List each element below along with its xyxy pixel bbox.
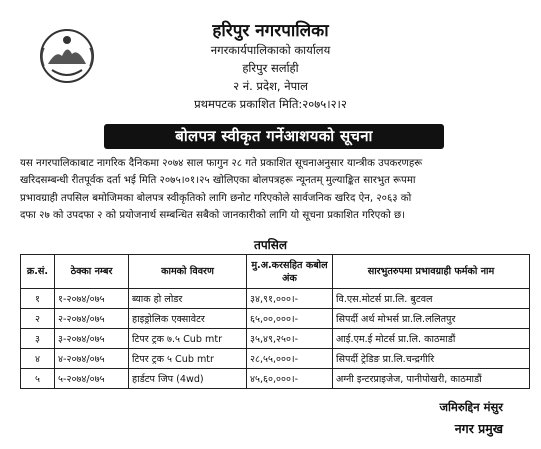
column-header: कामको विवरण — [129, 255, 247, 289]
firm-name-cell: सिपर्दी अर्थ मोभर्स प्रा.लि.ललितपुर — [333, 309, 530, 329]
table-row — [21, 309, 530, 329]
table-row — [21, 369, 530, 389]
column-header: सारभुतरुपमा प्रभावग्राही फर्मको नाम — [333, 255, 530, 289]
schedule-title: तपसिल — [253, 238, 287, 252]
firm-name-cell: सिपर्दी ट्रेडिङ प्रा.लि.चन्द्रगीरि — [333, 349, 530, 369]
contract-number-cell: ५-२०७४/०७५ — [55, 369, 129, 389]
work-description-cell: हाइड्रोलिक एक्सावेटर — [129, 309, 247, 329]
nepal-government-emblem-icon — [36, 26, 98, 86]
serial-cell: ३ — [21, 329, 55, 349]
work-description-cell: टिपर ट्रक ५ Cub mtr — [129, 349, 247, 369]
firm-name-cell: आई.एम.ई मोटर्स प्रा.लि. काठमाडौं — [333, 329, 530, 349]
bid-amount-cell: २८,५५,०००।- — [247, 349, 333, 369]
table-row — [21, 329, 530, 349]
signatory-name: जमिरुद्दिन मंसुर — [439, 400, 503, 414]
work-description-cell: टिपर ट्रक ७.५ Cub mtr — [129, 329, 247, 349]
serial-cell: ४ — [21, 349, 55, 369]
bid-amount-cell: ६५,००,०००।- — [247, 309, 333, 329]
work-description-cell: हार्डटप जिप (4wd) — [129, 369, 247, 389]
table-row — [21, 289, 530, 309]
serial-cell: ५ — [21, 369, 55, 389]
column-header: मु.अ.करसहित कबोल अंक — [247, 255, 333, 289]
table-row — [21, 349, 530, 369]
firm-name-cell: अग्नी इन्टरप्राइजेज, पानीपोखरी, काठमाडौं — [333, 369, 530, 389]
contract-number-cell: ३-२०७४/०७५ — [55, 329, 129, 349]
bid-amount-cell: ३४,९१,०००।- — [247, 289, 333, 309]
column-header: क्र.सं. — [21, 255, 55, 289]
office-location: हरिपुर सर्लाही — [242, 61, 299, 75]
bid-amount-cell: ४५,६०,०००।- — [247, 369, 333, 389]
table-header-row — [21, 255, 530, 289]
first-published-date: प्रथमपटक प्रकाशित मिति:२०७५।२।२ — [194, 97, 347, 111]
municipality-name: हरिपुर नगरपालिका — [212, 21, 329, 41]
awards-table — [20, 254, 530, 389]
contract-number-cell: १-२०७४/०७५ — [55, 289, 129, 309]
firm-name-cell: वि.एस.मोटर्स प्रा.लि. बुटवल — [333, 289, 530, 309]
bid-amount-cell: ३५,४९,२५०।- — [247, 329, 333, 349]
contract-number-cell: ४-२०७४/०७५ — [55, 349, 129, 369]
notice-body: यस नगरपालिकाबाट नागरिक दैनिकमा २०७४ साल फागुन २८ गते प्रकाशित सूचनाअनुसार यान्त्रीक उपकरणहरू खरिदसम्बन्धी रीतपूर्वक दर्ता भई मिति २०७५।०१।२५ खोलिएका बोलपत्रहरू न्यूनतम् मुल्याङ्कित सारभुत रूपमा प्रभावग्राही तपसिल बमोजिमका बोलपत्र स्वीकृतिको लागि छनोट गरिएकोले सार्वजनिक खरिद ऐन, २०६३ को दफा २७ को उपदफा २ को प्रयोजनार्थ सम्बन्धित सबैको जानकारीको लागि यो सूचना प्रकाशित गरिएको छ। — [20, 158, 423, 221]
work-description-cell: ब्याक हो लोडर — [129, 289, 247, 309]
contract-number-cell: २-२०७४/०७५ — [55, 309, 129, 329]
office-name: नगरकार्यपालिकाको कार्यालय — [210, 43, 331, 57]
province-line: २ नं. प्रदेश, नेपाल — [233, 79, 308, 93]
notice-title: बोलपत्र स्वीकृत गर्नेआशयको सूचना — [104, 124, 444, 149]
signatory-title: नगर प्रमुख — [454, 421, 503, 436]
serial-cell: २ — [21, 309, 55, 329]
column-header: ठेक्का नम्बर — [55, 255, 129, 289]
serial-cell: १ — [21, 289, 55, 309]
